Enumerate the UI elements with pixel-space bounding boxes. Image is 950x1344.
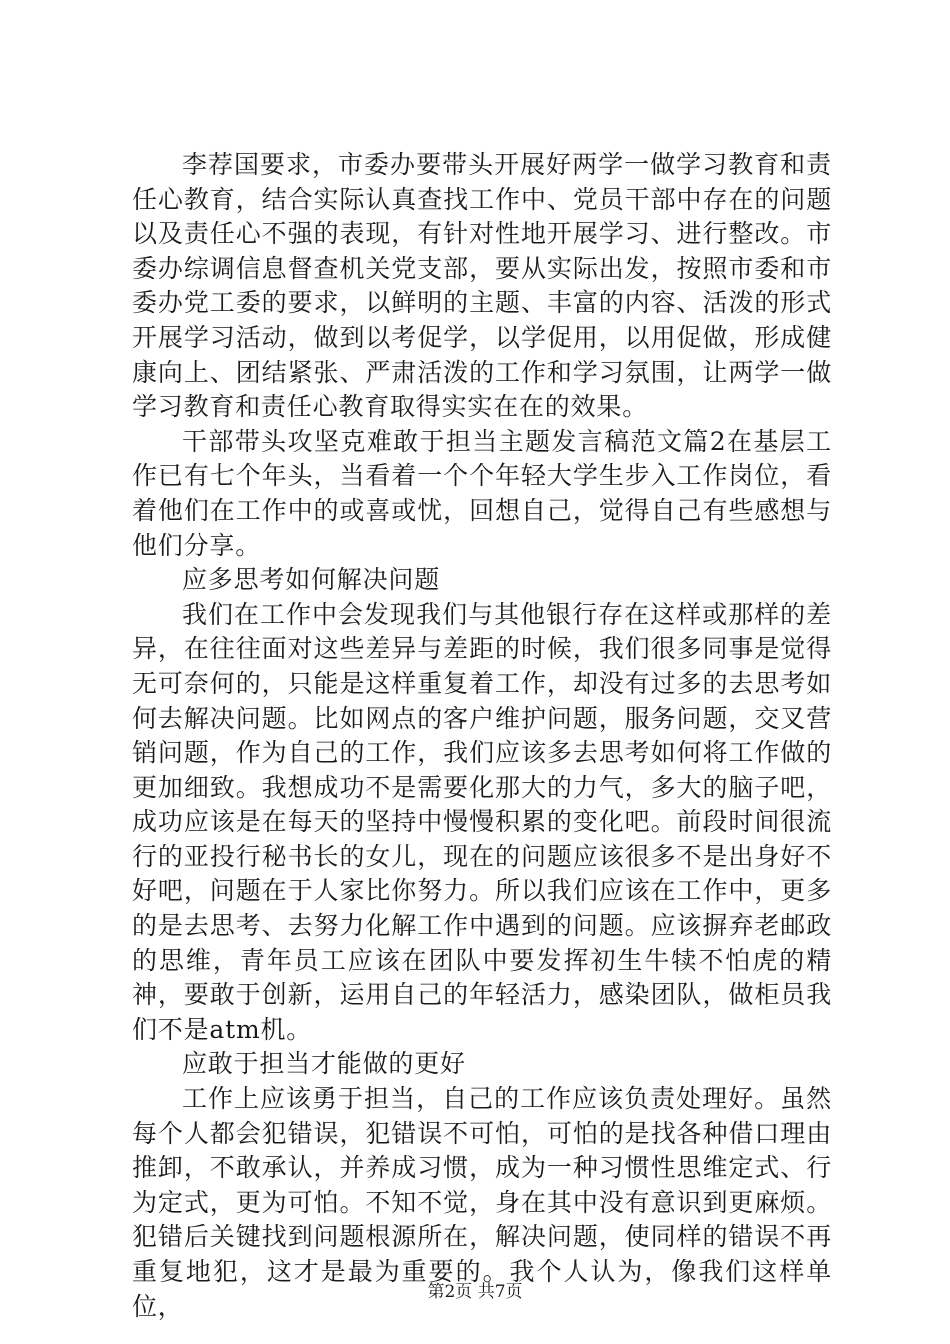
paragraph-3: 我们在工作中会发现我们与其他银行存在这样或那样的差异，在往往面对这些差异与差距的时候，我们很多同事是觉得无可奈何的，只能是这样重复着工作，却没有过多的去思考如何去解决问题。比如网点的客户维护问题，服务问题，交叉营销问题，作为自己的工作，我们应该多去思考如何将工作做的更加细致。我想成功不是需要化那大的力气，多大的脑子吧，成功应该是在每天的坚持中慢慢积累的变化吧。前段时间很流行的亚投行秘书长的女儿，现在的问题应该很多不是出身好不好吧，问题在于人家比你努力。所以我们应该在工作中，更多的是去思考、去努力化解工作中遇到的问题。应该摒弃老邮政的思维，青年员工应该在团队中要发挥初生牛犊不怕虎的精神，要敢于创新，运用自己的年轻活力，感染团队，做柜员我们不是atm机。 xyxy=(132,599,832,1044)
section-heading-1: 应多思考如何解决问题 xyxy=(182,565,441,595)
page-number-footer: 第2页 共7页 xyxy=(427,1282,523,1302)
paragraph-2: 干部带头攻坚克难敢于担当主题发言稿范文篇2在基层工作已有七个年头，当看着一个个年轻大学生步入工作岗位，看着他们在工作中的或喜或忧，回想自己，觉得自己有些感想与他们分享。 xyxy=(132,426,832,560)
paragraph-1: 李荐国要求，市委办要带头开展好两学一做学习教育和责任心教育，结合实际认真查找工作中、党员干部中存在的问题以及责任心不强的表现，有针对性地开展学习、进行整改。市委办综调信息督查机关党支部，要从实际出发，按照市委和市委办党工委的要求，以鲜明的主题、丰富的内容、活泼的形式开展学习活动，做到以考促学，以学促用，以用促做，形成健康向上、团结紧张、严肃活泼的工作和学习氛围，让两学一做学习教育和责任心教育取得实实在在的效果。 xyxy=(132,150,832,422)
paragraph-4: 工作上应该勇于担当，自己的工作应该负责处理好。虽然每个人都会犯错误，犯错误不可怕，可怕的是找各种借口理由推卸，不敢承认，并养成习惯，成为一种习惯性思维定式、行为定式，更为可怕。不知不觉，身在其中没有意识到更麻烦。犯错后关键找到问题根源所在，解决问题，使同样的错误不再重复地犯，这才是最为重要的。我个人认为，像我们这样单位， xyxy=(132,1084,832,1321)
section-heading-2: 应敢于担当才能做的更好 xyxy=(182,1049,466,1079)
document-body xyxy=(132,148,832,1324)
